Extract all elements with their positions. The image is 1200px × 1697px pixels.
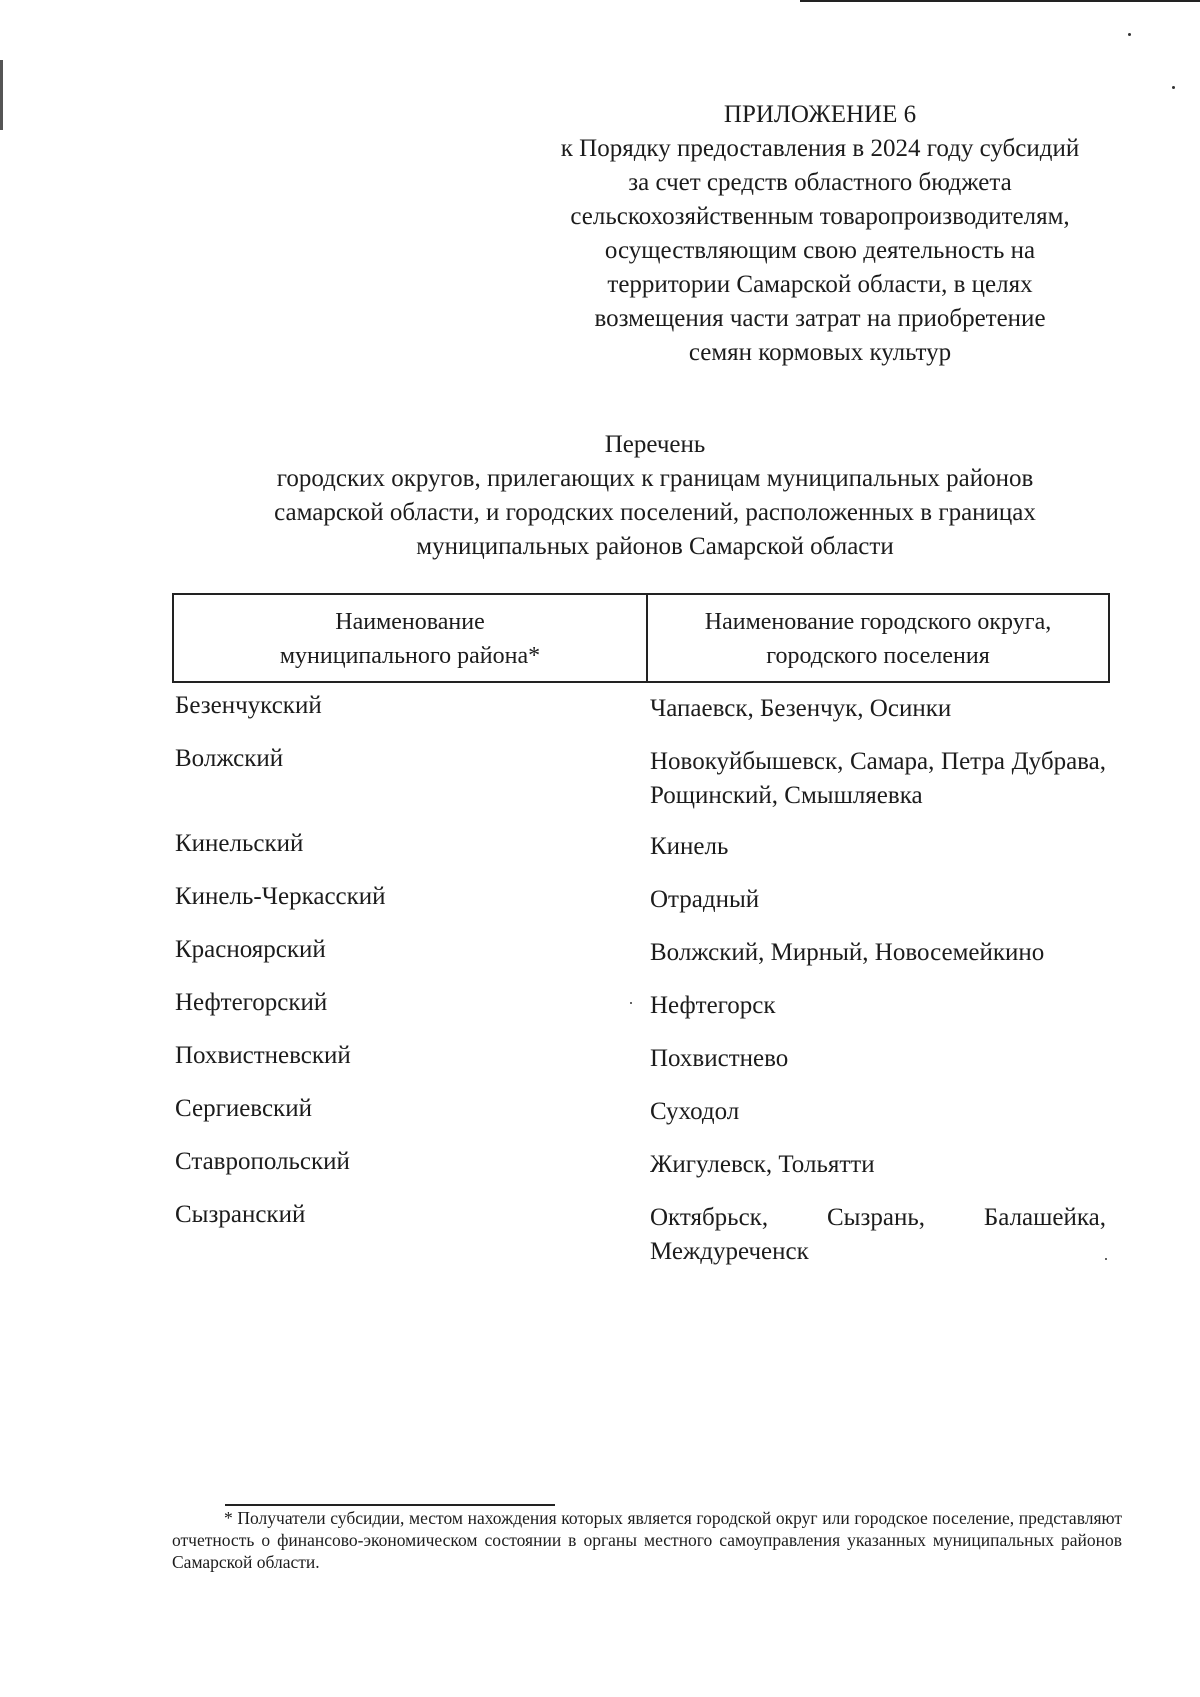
appendix-line: к Порядку предоставления в 2024 году субсидий bbox=[560, 135, 1080, 162]
district-cell: Кинель-Черкасский bbox=[175, 883, 386, 910]
settlements-cell: Нефтегорск bbox=[650, 992, 776, 1019]
scan-speck bbox=[1172, 86, 1175, 89]
settlements-cell: Похвистнево bbox=[650, 1045, 789, 1072]
appendix-title: ПРИЛОЖЕНИЕ 6 bbox=[723, 101, 917, 128]
footnote-separator bbox=[225, 1504, 555, 1506]
district-cell: Безенчукский bbox=[175, 692, 322, 719]
list-title-line: самарской области, и городских поселений, расположенных в границах bbox=[274, 499, 1036, 526]
appendix-header bbox=[500, 98, 1140, 370]
district-cell: Волжский bbox=[175, 745, 284, 772]
column-header-text: Наименование bbox=[335, 609, 485, 635]
district-cell: Сызранский bbox=[175, 1201, 306, 1228]
district-cell: Красноярский bbox=[175, 936, 326, 963]
settlements-cell: Жигулевск, Тольятти bbox=[650, 1151, 875, 1178]
column-header-settlement bbox=[648, 595, 1108, 681]
column-header-text: Наименование городского округа, bbox=[704, 609, 1052, 635]
appendix-line: семян кормовых культур bbox=[688, 339, 952, 366]
top-edge-rule bbox=[800, 0, 1200, 2]
district-cell: Похвистневский bbox=[175, 1042, 351, 1069]
settlements-cell: Отрадный bbox=[650, 886, 760, 913]
list-title-heading: Перечень bbox=[604, 431, 706, 458]
column-header-text: муниципального района* bbox=[279, 643, 541, 669]
district-cell: Сергиевский bbox=[175, 1095, 312, 1122]
appendix-line: территории Самарской области, в целях bbox=[607, 271, 1033, 298]
appendix-line: за счет средств областного бюджета bbox=[628, 169, 1012, 196]
district-cell: Ставропольский bbox=[175, 1148, 350, 1175]
settlements-cell: Волжский, Мирный, Новосемейкино bbox=[650, 939, 1045, 966]
settlements-cell: Суходол bbox=[650, 1098, 740, 1125]
settlements-cell: Новокуйбышевск, Самара, Петра Дубрава, Рощинский, Смышляевка bbox=[650, 748, 1106, 809]
scan-speck bbox=[630, 1002, 632, 1004]
settlements-cell: Чапаевск, Безенчук, Осинки bbox=[650, 695, 952, 722]
footnote: * Получатели субсидии, местом нахождения которых является городской округ или городское поселение, представляют отчетность о финансово-экономическом состоянии в органы местного самоуправления указанных муниципальных районов Самарской области. bbox=[172, 1508, 1122, 1572]
list-title bbox=[160, 428, 1150, 564]
scan-edge-mark bbox=[0, 60, 3, 130]
district-cell: Нефтегорский bbox=[175, 989, 328, 1016]
list-title-line: муниципальных районов Самарской области bbox=[416, 533, 894, 560]
table-header bbox=[172, 593, 1110, 683]
scan-speck bbox=[1128, 33, 1131, 36]
column-header-text: городского поселения bbox=[766, 643, 990, 669]
district-cell: Кинельский bbox=[175, 830, 304, 857]
appendix-line: осуществляющим свою деятельность на bbox=[604, 237, 1036, 264]
settlements-cell: Кинель bbox=[650, 833, 729, 860]
settlements-cell: Октябрьск, Сызрань, Балашейка, Междуреченск bbox=[650, 1204, 1106, 1265]
column-header-district bbox=[174, 595, 648, 681]
appendix-line: возмещения части затрат на приобретение bbox=[594, 305, 1046, 332]
appendix-line: сельскохозяйственным товаропроизводителям, bbox=[570, 203, 1070, 230]
list-title-line: городских округов, прилегающих к границам муниципальных районов bbox=[276, 465, 1034, 492]
